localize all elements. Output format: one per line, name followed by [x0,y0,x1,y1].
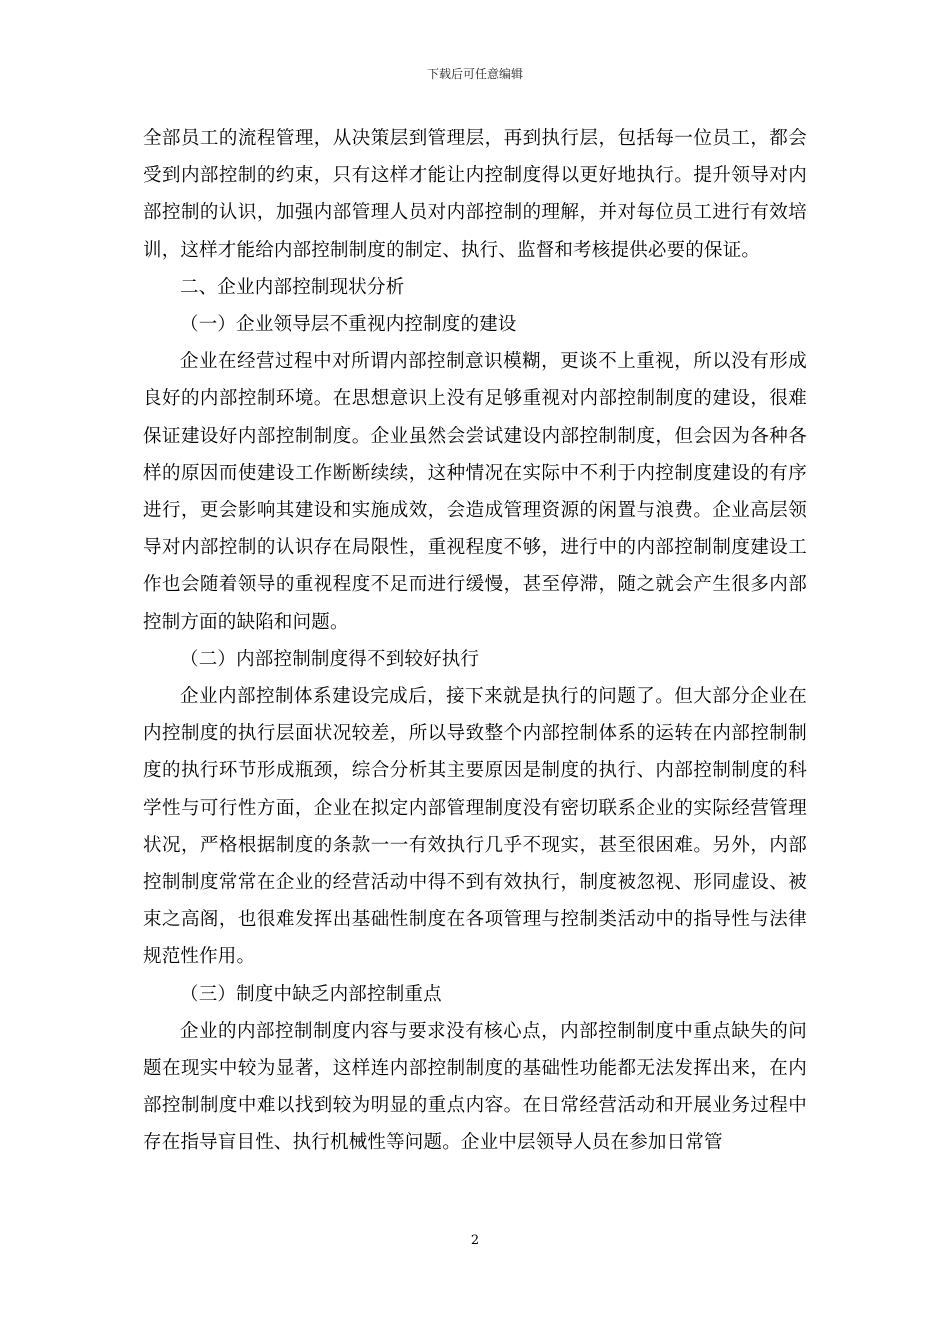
subsection-heading-3: （三）制度中缺乏内部控制重点 [180,983,442,1005]
subsection-heading-2: （二）内部控制制度得不到较好执行 [180,648,480,670]
paragraph-execution: 企业内部控制体系建设完成后，接下来就是执行的问题了。但大部分企业在内控制度的执行层面状况较差，所以导致整个内部控制体系的运转在内部控制制度的执行环节形成瓶颈，综合分析其主要原因是制度的执行、内部控制制度的科学性与可行性方面，企业在拟定内部管理制度没有密切联系企业的实际经营管理状况，严格根据制度的条款一一有效执行几乎不现实，甚至很困难。另外，内部控制制度常常在企业的经营活动中得不到有效执行，制度被忽视、形同虚设、被束之高阁，也很难发挥出基础性制度在各项管理与控制类活动中的指导性与法律规范性作用。 [143,686,807,968]
paragraph-continuation: 全部员工的流程管理，从决策层到管理层，再到执行层，包括每一位员工，都会受到内部控制的约束，只有这样才能让内控制度得以更好地执行。提升领导对内部控制的认识，加强内部管理人员对内部控制的理解，并对每位员工进行有效培训，这样才能给内部控制制度的制定、执行、监督和考核提供必要的保证。 [143,128,807,261]
paragraph-leadership: 企业在经营过程中对所谓内部控制意识模糊，更谈不上重视，所以没有形成良好的内部控制环境。在思想意识上没有足够重视对内部控制制度的建设，很难保证建设好内部控制制度。企业虽然会尝试建设内部控制制度，但会因为各种各样的原因而使建设工作断断续续，这种情况在实际中不利于内控制度建设的有序进行，更会影响其建设和实施成效，会造成管理资源的闲置与浪费。企业高层领导对内部控制的认识存在局限性，重视程度不够，进行中的内部控制制度建设工作也会随着领导的重视程度不足而进行缓慢，甚至停滞，随之就会产生很多内部控制方面的缺陷和问题。 [143,351,807,633]
page-number: 2 [470,1233,480,1248]
section-heading: 二、企业内部控制现状分析 [180,276,405,298]
paragraph-key-points: 企业的内部控制制度内容与要求没有核心点，内部控制制度中重点缺失的问题在现实中较为显著，这样连内部控制制度的基础性功能都无法发挥出来，在内部控制制度中难以找到较为明显的重点内容。在日常经营活动和开展业务过程中存在指导盲目性、执行机械性等问题。企业中层领导人员在参加日常管 [143,1020,807,1154]
page-header: 下载后可任意编辑 [426,67,523,81]
subsection-heading-1: （一）企业领导层不重视内控制度的建设 [180,314,517,336]
document-body [143,120,807,1162]
